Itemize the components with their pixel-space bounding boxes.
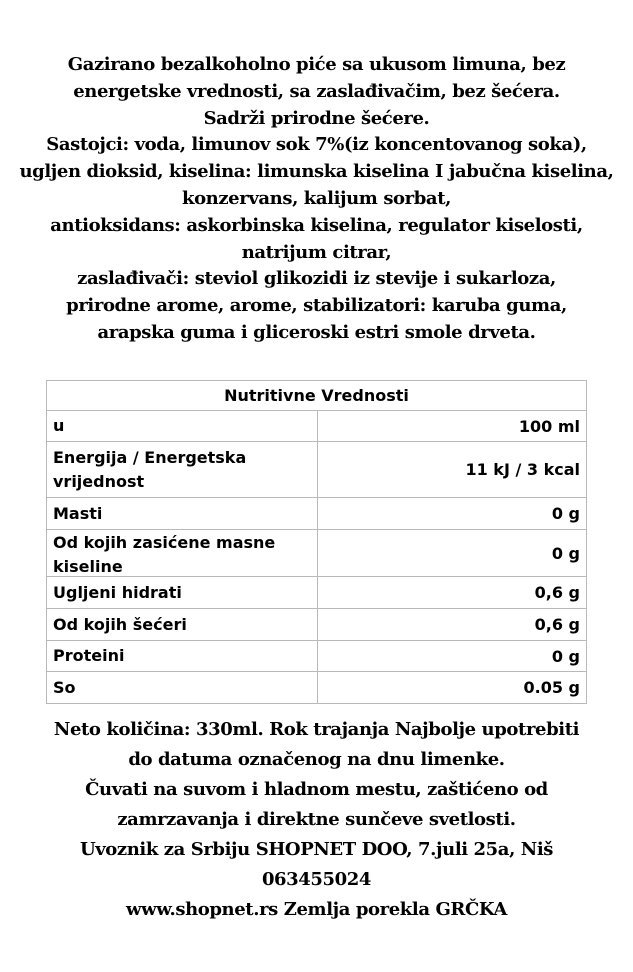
nutrition-title-row xyxy=(47,381,587,411)
nutrient-name: So xyxy=(47,672,318,704)
product-info-footer xyxy=(0,715,633,925)
nutrition-row-salt xyxy=(47,672,587,704)
ingredients-line: konzervans, kalijum sorbat, xyxy=(182,187,451,209)
ingredients-line: antioksidans: askorbinska kiselina, regulator kiselosti, xyxy=(50,214,583,236)
nutrient-value: 0 g xyxy=(318,641,587,672)
nutrient-name: Ugljeni hidrati xyxy=(47,577,318,609)
nutrition-row-energy xyxy=(47,442,587,498)
nutrient-value: 0.05 g xyxy=(318,672,587,704)
storage-line: Čuvati na suvom i hladnom mestu, zaštićeno od xyxy=(85,779,548,800)
nutrient-name: Energija / Energetska vrijednost xyxy=(47,442,318,498)
nutrition-table xyxy=(46,380,587,704)
nutrient-value: 0 g xyxy=(318,530,587,577)
nutrition-row-carbohydrates xyxy=(47,577,587,609)
nutrient-name-cell xyxy=(47,530,318,577)
nutrition-row-saturated-fat xyxy=(47,530,587,577)
per-value: 100 ml xyxy=(318,411,587,442)
net-quantity-line: Neto količina: 330ml. Rok trajanja Najbolje upotrebiti xyxy=(53,719,580,740)
description-line: Sadrži prirodne šećere. xyxy=(203,107,430,129)
per-label: u xyxy=(47,411,318,442)
description-line: energetske vrednosti, sa zaslađivačim, bez šećera. xyxy=(73,80,560,102)
nutrition-row-sugars xyxy=(47,609,587,641)
nutrient-name: Proteini xyxy=(47,641,318,672)
nutrition-row-fat xyxy=(47,498,587,530)
nutrient-name: Od kojih zasićene masne kiseline xyxy=(53,533,276,575)
ingredients-line: natrijum citrar, xyxy=(241,241,392,263)
nutrient-name: Masti xyxy=(47,498,318,530)
best-before-line: do datuma označenog na dnu limenke. xyxy=(128,749,505,770)
nutrient-value: 0 g xyxy=(318,498,587,530)
description-line: Gazirano bezalkoholno piće sa ukusom limuna, bez xyxy=(67,54,566,75)
phone-number: 063455024 xyxy=(261,869,372,890)
ingredients-line: Sastojci: voda, limunov sok 7%(iz koncentovanog soka), xyxy=(46,134,587,156)
nutrition-row-protein xyxy=(47,641,587,672)
ingredients-line: ugljen dioksid, kiselina: limunska kiselina I jabučna kiselina, xyxy=(19,161,614,183)
ingredients-line: arapska guma i gliceroski estri smole drveta. xyxy=(97,321,536,343)
ingredients-line: prirodne arome, arome, stabilizatori: karuba guma, xyxy=(66,295,567,317)
website-origin-line: www.shopnet.rs Zemlja porekla GRČKA xyxy=(126,899,507,920)
nutrition-table-title: Nutritivne Vrednosti xyxy=(47,381,587,411)
nutrient-value: 0,6 g xyxy=(318,609,587,641)
importer-line: Uvoznik za Srbiju SHOPNET DOO, 7.juli 25a, Niš xyxy=(79,839,554,860)
ingredients-line: zaslađivači: steviol glikozidi iz stevije i sukarloza, xyxy=(77,268,556,290)
nutrient-name: Od kojih šećeri xyxy=(47,609,318,641)
nutrient-value: 0,6 g xyxy=(318,577,587,609)
nutrition-header-row xyxy=(47,411,587,442)
storage-line: zamrzavanja i direktne sunčeve svetlosti. xyxy=(117,809,516,830)
product-description xyxy=(0,52,633,347)
nutrient-value: 11 kJ / 3 kcal xyxy=(318,442,587,498)
